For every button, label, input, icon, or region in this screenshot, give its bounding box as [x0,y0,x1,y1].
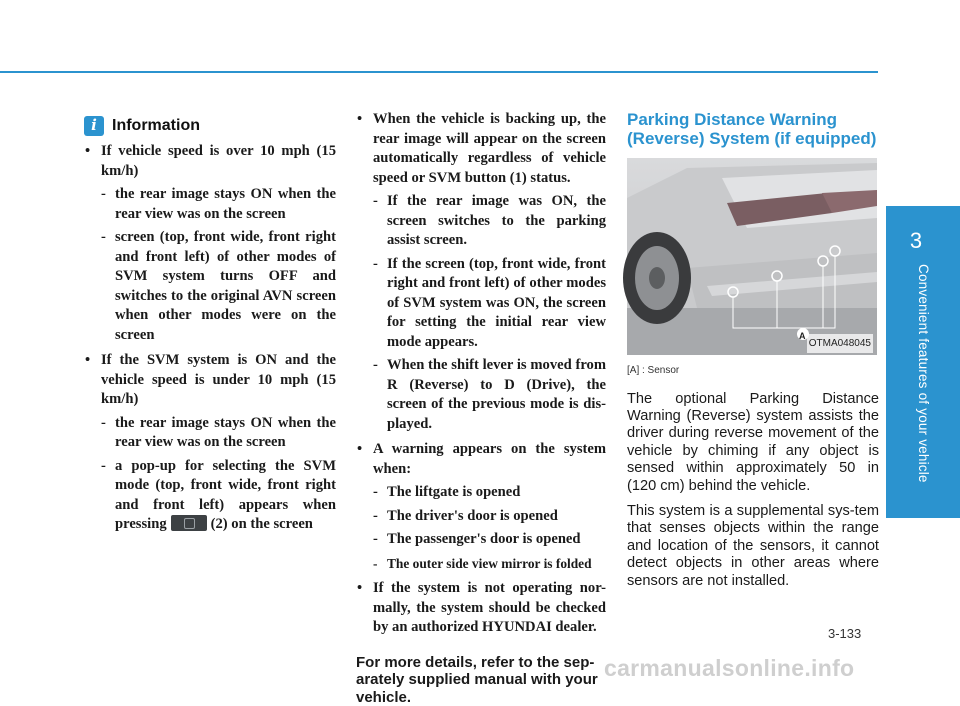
chapter-side-tab[interactable] [886,206,960,518]
system-description-paragraph: The optional Parking Distance Warning (Reverse) system assists the driver during reverse movement of the vehicle by chiming if any object is sensed within approximately 50 in (120 cm) behind the vehicle. [627,391,879,495]
parking-warning-column [627,110,879,590]
sensor-callout-label: A [799,327,806,347]
backing-sub-item: - If the screen (top, front wide, front right and front left) of other modes of SVM system was ON, the screen for setting the initial rear view mode appears. [356,255,606,353]
top-rule [0,71,878,73]
information-column [84,116,336,535]
information-title: Information [112,116,200,136]
manual-reference-note: For more details, refer to the sep-arately supplied manual with your vehicle. [356,654,606,706]
info-sub-item: - screen (top, front wide, front right and front left) of other modes of SVM system turns OFF and switches to the original AVN screen when other modes were on the screen [84,228,336,345]
info-sub-item: - a pop-up for selecting the SVM mode (top, front wide, front right and front left) appears when pressing (2) on the screen [84,457,336,535]
chapter-title: Convenient features of your vehicle [916,264,931,514]
information-header [84,116,336,136]
rear-sensor-figure [627,158,877,355]
info-icon: i [84,116,104,136]
chapter-number: 3 [886,228,946,254]
warning-sub-item: - The driver's door is opened [356,507,606,527]
info-bullet-speed-under: • If the SVM system is ON and the vehicle speed is under 10 mph (15 km/h) [84,351,336,410]
watermark: carmanualsonline.info [604,655,854,682]
backing-up-bullet: • When the vehicle is backing up, the rear image will appear on the screen automatically regardless of vehicle speed or SVM button (1) status. [356,110,606,188]
warning-sub-item: - The outer side view mirror is folded [356,554,606,574]
malfunction-bullet: • If the system is not operating nor-mally, the system should be checked by an authorized HYUNDAI dealer. [356,579,606,638]
page-number: 3-133 [828,626,861,641]
warning-sub-item: - The passenger's door is opened [356,530,606,550]
info-sub-item: - the rear image stays ON when the rear view was on the screen [84,185,336,224]
info-bullet-speed-over: • If vehicle speed is over 10 mph (15 km/h) [84,142,336,181]
warning-bullet: • A warning appears on the system when: [356,440,606,479]
warning-sub-item: - The liftgate is opened [356,483,606,503]
figure-caption: [A] : Sensor [627,361,879,381]
camera-mode-button-icon [171,515,207,531]
figure-code: OTMA048045 [807,334,873,354]
system-limitation-paragraph: This system is a supplemental sys-tem that senses objects within the range and location of the sensors, it cannot detect objects in other areas where sensors are not installed. [627,503,879,590]
backing-sub-item: - If the rear image was ON, the screen switches to the parking assist screen. [356,192,606,251]
rear-view-column [356,110,606,706]
backing-sub-item: - When the shift lever is moved from R (Reverse) to D (Drive), the screen of the previous mode is dis-played. [356,356,606,434]
info-sub-item: - the rear image stays ON when the rear view was on the screen [84,414,336,453]
vehicle-rear-illustration [627,158,877,355]
section-title: Parking Distance Warning (Reverse) System (if equipped) [627,110,879,148]
